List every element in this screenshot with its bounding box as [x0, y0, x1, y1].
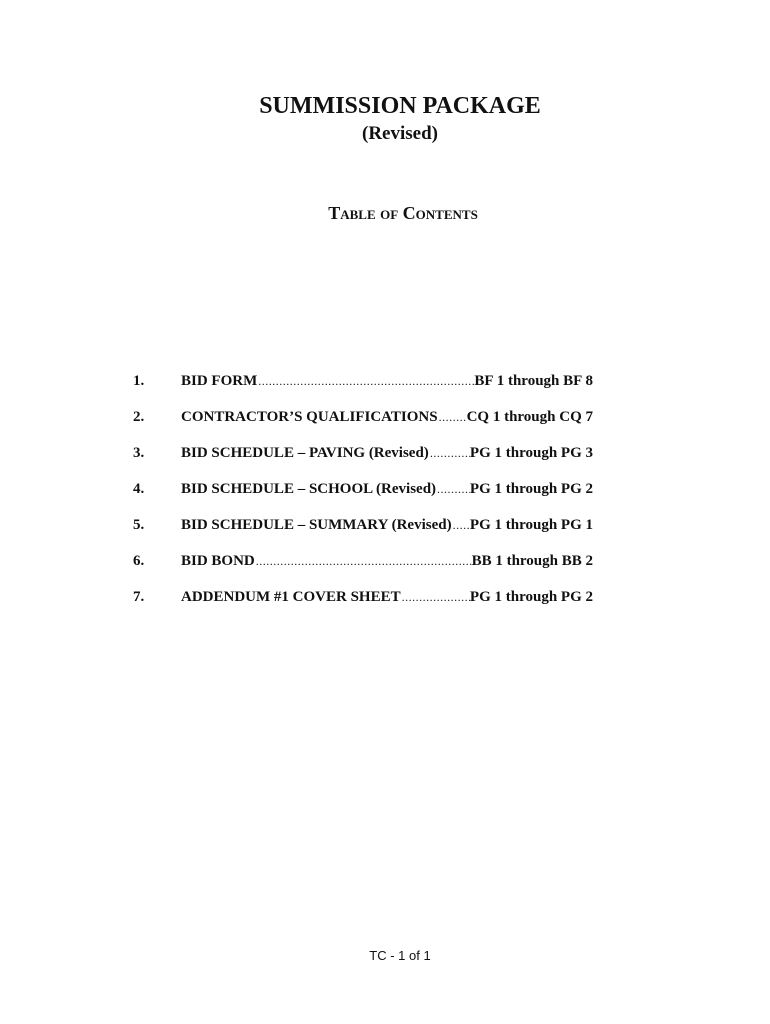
toc-item-title: CONTRACTOR’S QUALIFICATIONS — [181, 409, 438, 425]
toc-item-number: 3. — [133, 445, 145, 461]
toc-list — [0, 368, 770, 620]
toc-item-entry — [181, 512, 593, 538]
toc-item-entry — [181, 584, 593, 610]
toc-item-title: BID FORM — [181, 373, 258, 389]
toc-item-number: 7. — [133, 589, 145, 605]
toc-dot-leader — [257, 368, 474, 394]
toc-item-number: 2. — [133, 409, 145, 425]
toc-dot-leader — [436, 476, 470, 502]
toc-item-number: 1. — [133, 373, 145, 389]
toc-item-pages: PG 1 through PG 2 — [469, 481, 593, 497]
toc-heading: Table of Contents — [328, 203, 478, 223]
toc-item — [0, 368, 770, 404]
toc-item-title: BID SCHEDULE – SUMMARY (Revised) — [181, 517, 452, 533]
toc-item — [0, 584, 770, 620]
toc-item — [0, 548, 770, 584]
toc-item-number: 5. — [133, 517, 145, 533]
toc-dot-leader — [452, 512, 470, 538]
document-title: SUMMISSION PACKAGE — [259, 93, 541, 119]
toc-item-entry — [181, 548, 593, 574]
toc-item-entry — [181, 368, 593, 394]
toc-item — [0, 440, 770, 476]
toc-item-number: 6. — [133, 553, 145, 569]
toc-item-number: 4. — [133, 481, 145, 497]
toc-item-title: ADDENDUM #1 COVER SHEET — [181, 589, 401, 605]
toc-item-pages: CQ 1 through CQ 7 — [466, 409, 593, 425]
toc-item-title: BID SCHEDULE – SCHOOL (Revised) — [181, 481, 437, 497]
toc-item — [0, 512, 770, 548]
toc-item-title: BID BOND — [181, 553, 255, 569]
toc-item-pages: PG 1 through PG 1 — [469, 517, 593, 533]
page-footer: TC - 1 of 1 — [369, 948, 431, 963]
toc-item-pages: BB 1 through BB 2 — [471, 553, 593, 569]
toc-item — [0, 404, 770, 440]
toc-item-pages: BF 1 through BF 8 — [474, 373, 593, 389]
toc-item-pages: PG 1 through PG 3 — [469, 445, 593, 461]
toc-item-pages: PG 1 through PG 2 — [469, 589, 593, 605]
toc-dot-leader — [255, 548, 472, 574]
toc-dot-leader — [401, 584, 470, 610]
toc-item-title: BID SCHEDULE – PAVING (Revised) — [181, 445, 429, 461]
toc-item — [0, 476, 770, 512]
toc-dot-leader — [429, 440, 470, 466]
toc-item-entry — [181, 476, 593, 502]
document-subtitle: (Revised) — [362, 123, 438, 144]
toc-item-entry — [181, 440, 593, 466]
toc-item-entry — [181, 404, 593, 430]
toc-dot-leader — [438, 404, 467, 430]
